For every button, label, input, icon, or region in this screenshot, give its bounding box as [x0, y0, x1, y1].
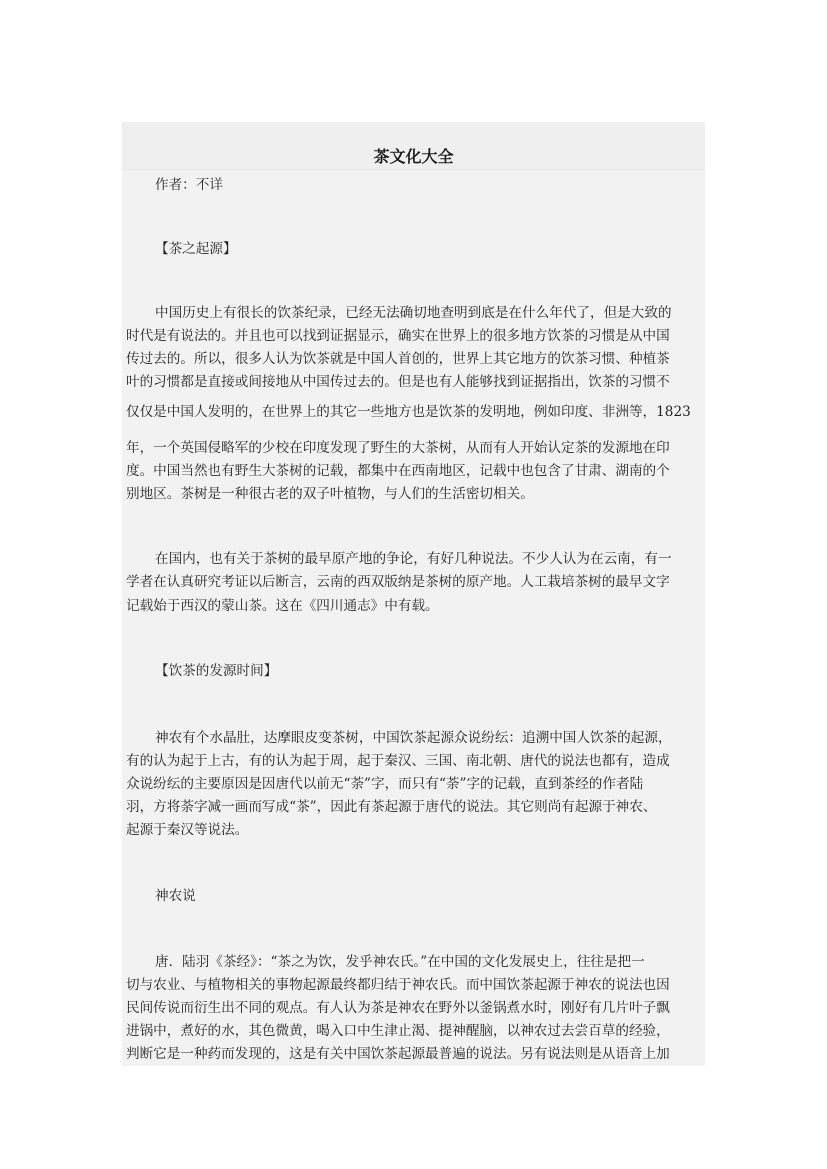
section-heading-time: 【饮茶的发源时间】 — [155, 663, 278, 679]
paragraph-line: 学者在认真研究考证以后断言，云南的西双版纳是茶树的原产地。人工栽培茶树的最早文字 — [126, 574, 670, 590]
paragraph-line: 切与农业、与植物相关的事物起源最终都归结于神农氏。而中国饮茶起源于神农的说法也因 — [126, 977, 670, 993]
document-page — [122, 122, 705, 1066]
paragraph-line: 记载始于西汉的蒙山茶。这在《四川通志》中有载。 — [126, 598, 439, 614]
paragraph-line: 有的认为起于上古，有的认为起于周，起于秦汉、三国、南北朝、唐代的说法也都有，造成 — [126, 753, 670, 769]
paragraph-line: 时代是有说法的。并且也可以找到证据显示，确实在世界上的很多地方饮茶的习惯是从中国 — [126, 328, 670, 344]
title-bar — [122, 122, 705, 170]
paragraph-line: 唐．陆羽《茶经》：“茶之为饮，发乎神农氏。”在中国的文化发展史上，往往是把一 — [155, 954, 645, 970]
paragraph-line: 判断它是一种药而发现的，这是有关中国饮茶起源最普遍的说法。另有说法则是从语音上加 — [126, 1046, 670, 1062]
paragraph-line: 年，一个英国侵略军的少校在印度发现了野生的大茶树，从而有人开始认定茶的发源地在印 — [126, 440, 670, 456]
paragraph-line: 别地区。茶树是一种很古老的双子叶植物，与人们的生活密切相关。 — [126, 486, 534, 502]
paragraph-line: 传过去的。所以，很多人认为饮茶就是中国人首创的，世界上其它地方的饮茶习惯、种植茶 — [126, 351, 670, 367]
paragraph-line: 度。中国当然也有野生大茶树的记载，都集中在西南地区，记载中也包含了甘肃、湖南的个 — [126, 463, 670, 479]
paragraph-line: 叶的习惯都是直接或间接地从中国传过去的。但是也有人能够找到证据指出，饮茶的习惯不 — [126, 374, 670, 390]
section-heading-shennong: 神农说 — [155, 888, 196, 904]
paragraph-line: 神农有个水晶肚，达摩眼皮变茶树，中国饮茶起源众说纷纭：追溯中国人饮茶的起源， — [155, 730, 672, 746]
paragraph-line: 羽，方将荼字减一画而写成“茶”，因此有茶起源于唐代的说法。其它则尚有起源于神农、 — [126, 799, 657, 815]
paragraph-line: 众说纷纭的主要原因是因唐代以前无“荼”字，而只有“荼”字的记载，直到茶经的作者陆 — [126, 776, 644, 792]
paragraph-line: 民间传说而衍生出不同的观点。有人认为茶是神农在野外以釜锅煮水时，刚好有几片叶子飘 — [126, 1000, 670, 1016]
paragraph-line: 中国历史上有很长的饮茶纪录，已经无法确切地查明到底是在什么年代了，但是大致的 — [155, 305, 672, 321]
paragraph-line: 起源于秦汉等说法。 — [126, 822, 249, 838]
paragraph-line: 仅仅是中国人发明的，在世界上的其它一些地方也是饮茶的发明地，例如印度、非洲等，1823 — [126, 404, 691, 420]
section-heading-origin: 【茶之起源】 — [155, 241, 237, 257]
paragraph-line: 在国内，也有关于茶树的最早原产地的争论，有好几种说法。不少人认为在云南，有一 — [155, 551, 672, 567]
paragraph-line: 进锅中，煮好的水，其色微黄，喝入口中生津止渴、提神醒脑，以神农过去尝百草的经验， — [126, 1023, 670, 1039]
author-line: 作者：不详 — [155, 177, 223, 193]
document-title: 茶文化大全 — [373, 147, 454, 166]
